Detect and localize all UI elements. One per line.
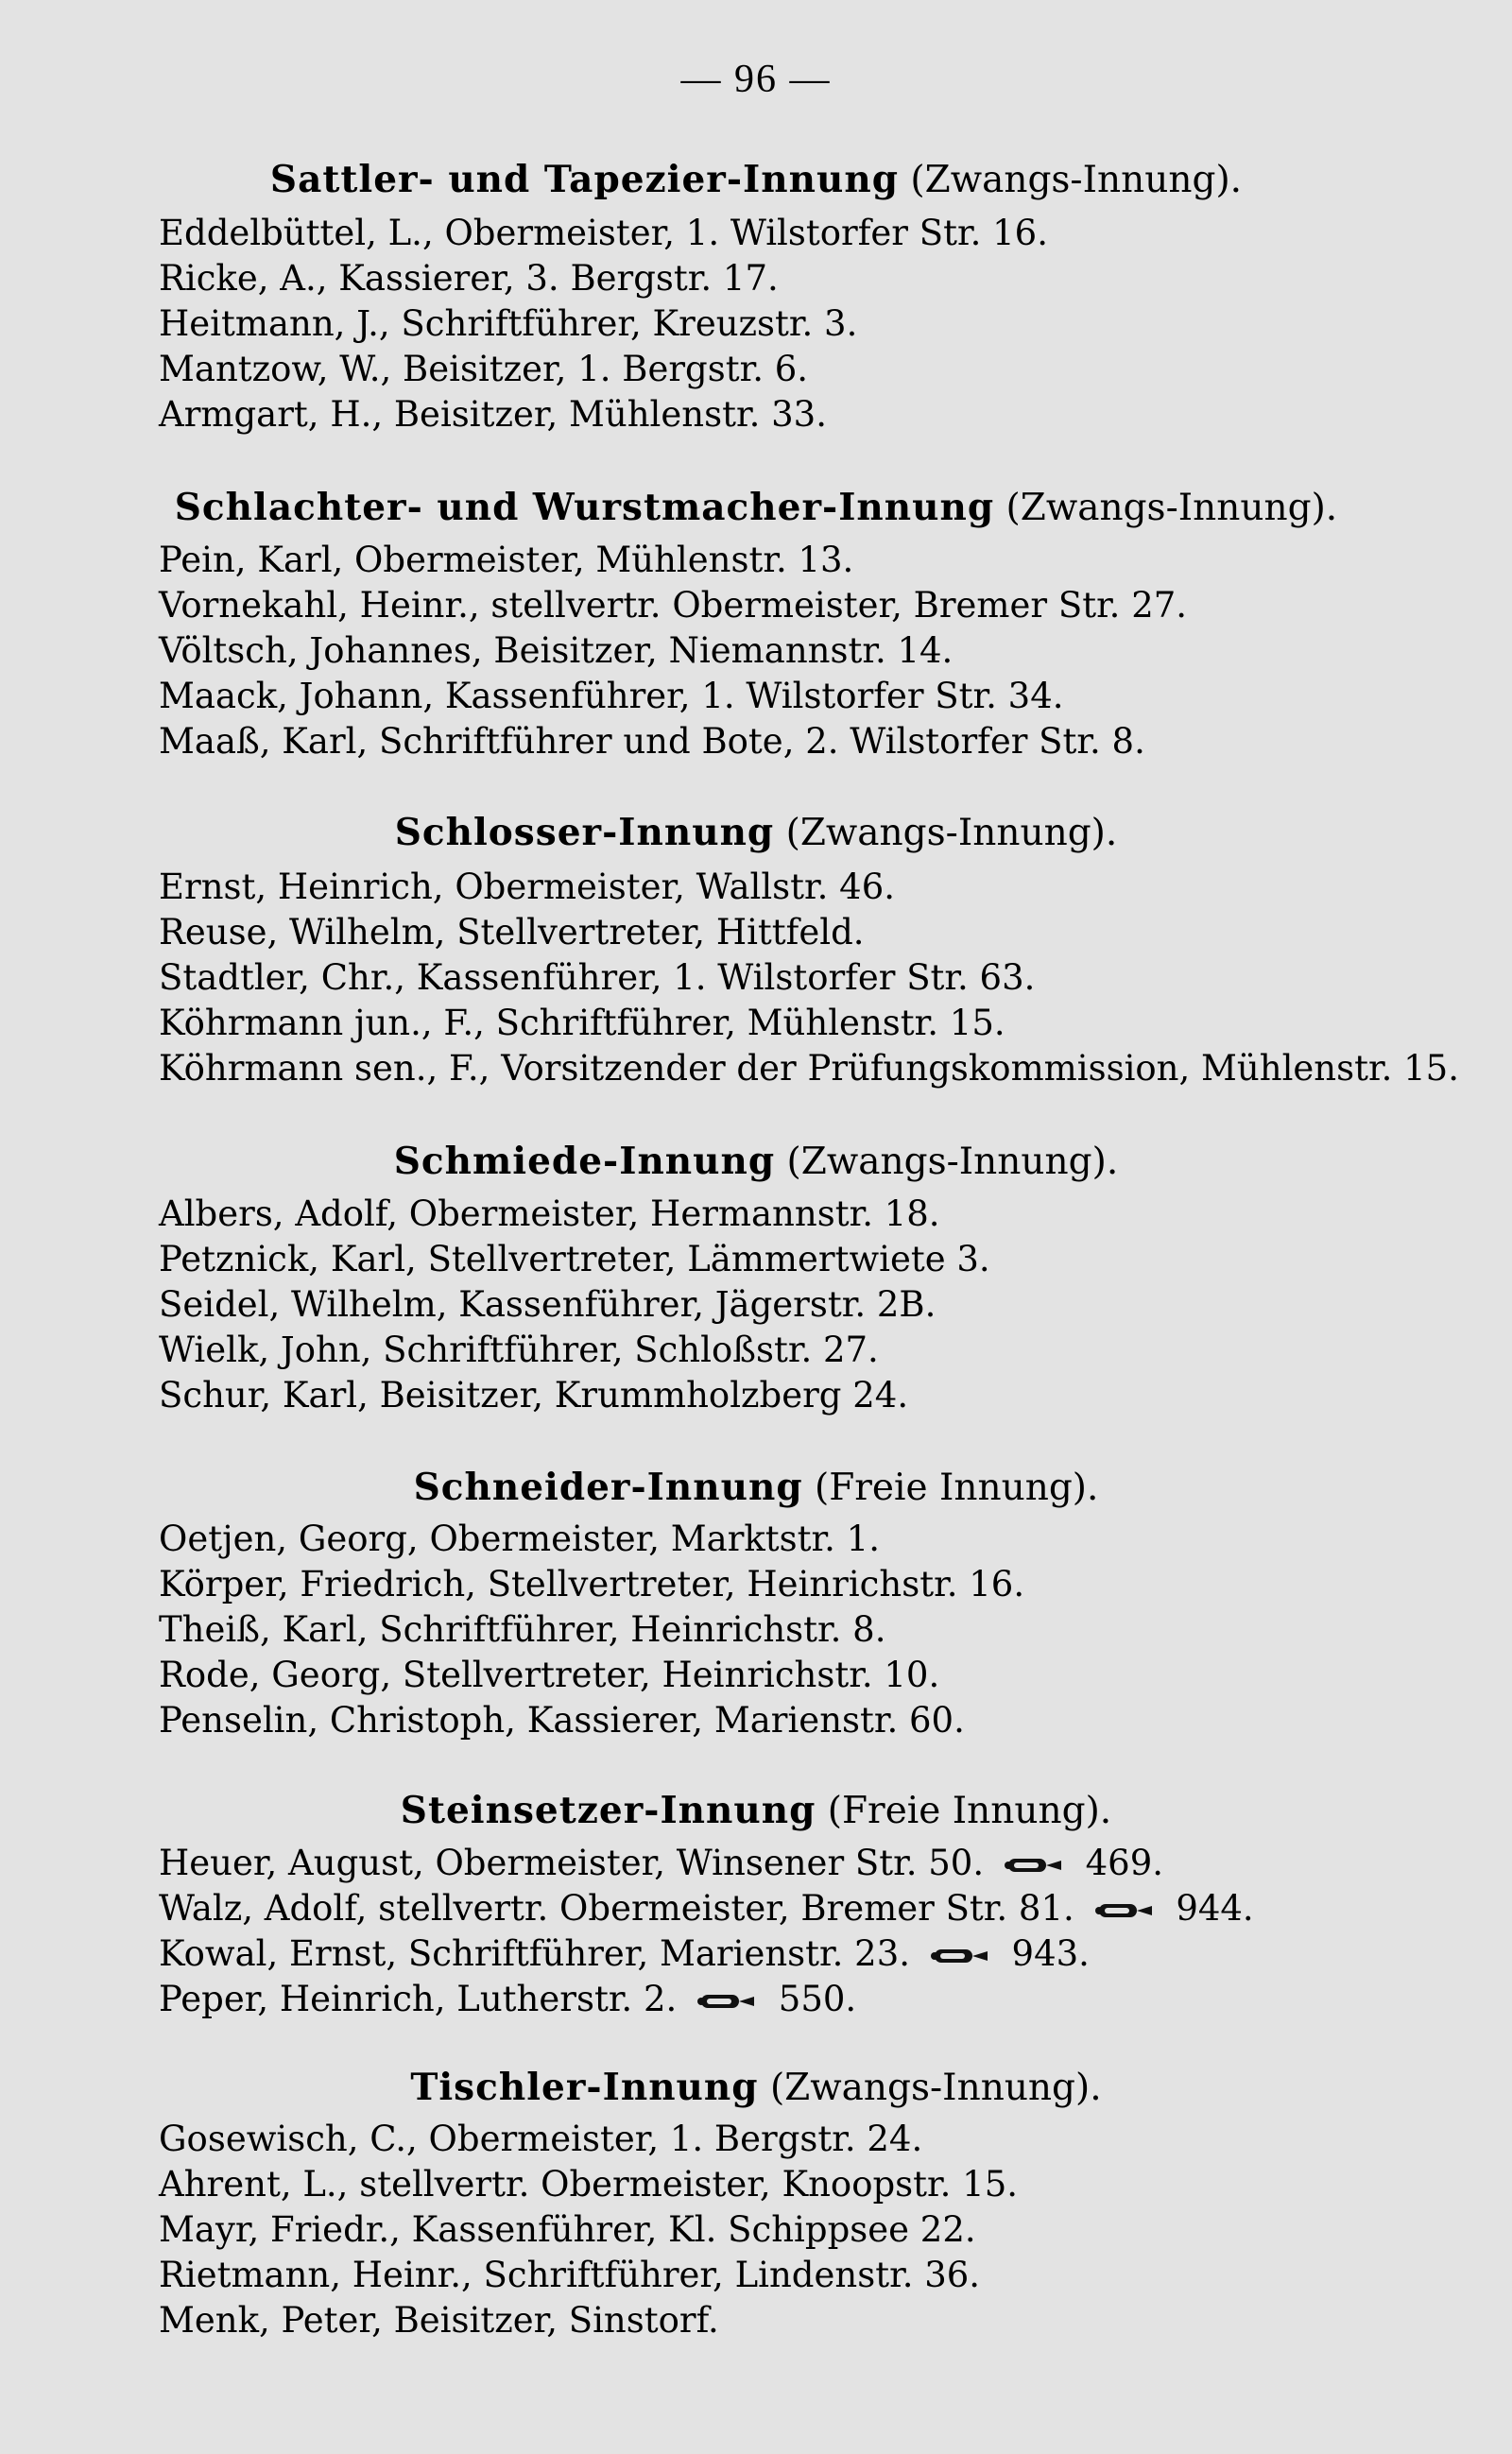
list-item: Mantzow, W., Beisitzer, 1. Bergstr. 6.	[159, 349, 809, 389]
guild-name: Schlachter- und Wurstmacher-Innung	[174, 486, 995, 529]
section-title-steinsetzer	[0, 1788, 1512, 1834]
entry-text: Walz, Adolf, stellvertr. Obermeister, Bremer Str. 81.	[159, 1888, 1074, 1929]
guild-type: (Zwangs-Innung).	[785, 812, 1118, 854]
guild-name: Steinsetzer-Innung	[400, 1789, 816, 1832]
entry-text: Peper, Heinrich, Lutherstr. 2.	[159, 1979, 678, 2019]
telephone-icon	[697, 1989, 758, 2014]
entry-text: Heuer, August, Obermeister, Winsener Str. 50.	[159, 1843, 985, 1883]
list-item: Wielk, John, Schriftführer, Schloßstr. 27.	[159, 1330, 879, 1370]
guild-type: (Zwangs-Innung).	[910, 159, 1243, 201]
section-title-schlosser	[0, 810, 1512, 856]
guild-type: (Zwangs-Innung).	[1005, 487, 1338, 529]
guild-name: Schneider-Innung	[413, 1466, 803, 1509]
list-item: Penselin, Christoph, Kassierer, Marienstr. 60.	[159, 1700, 965, 1741]
phone-number: 469.	[1085, 1843, 1164, 1883]
phone-number: 943.	[1011, 1933, 1090, 1974]
list-item: Ahrent, L., stellvertr. Obermeister, Knoopstr. 15.	[159, 2164, 1018, 2205]
entry-text: Kowal, Ernst, Schriftführer, Marienstr. 23.	[159, 1933, 911, 1974]
telephone-icon	[1095, 1898, 1156, 1923]
list-item: Mayr, Friedr., Kassenführer, Kl. Schippsee 22.	[159, 2209, 976, 2250]
list-item: Albers, Adolf, Obermeister, Hermannstr. 18.	[159, 1193, 940, 1234]
list-item: Köhrmann jun., F., Schriftführer, Mühlenstr. 15.	[159, 1003, 1005, 1043]
list-item: Schur, Karl, Beisitzer, Krummholzberg 24.	[159, 1375, 909, 1416]
section-title-sattler	[0, 157, 1512, 203]
list-item: Völtsch, Johannes, Beisitzer, Niemannstr. 14.	[159, 630, 954, 671]
list-item: Seidel, Wilhelm, Kassenführer, Jägerstr. 2B.	[159, 1284, 936, 1325]
section-title-schneider	[0, 1465, 1512, 1511]
list-item: Gosewisch, C., Obermeister, 1. Bergstr. 24.	[159, 2119, 923, 2159]
guild-name: Schlosser-Innung	[394, 811, 775, 854]
list-item: Maaß, Karl, Schriftführer und Bote, 2. Wilstorfer Str. 8.	[159, 721, 1145, 762]
list-item: Menk, Peter, Beisitzer, Sinstorf.	[159, 2300, 719, 2341]
list-item: Rietmann, Heinr., Schriftführer, Lindenstr. 36.	[159, 2255, 981, 2295]
phone-number: 550.	[778, 1979, 857, 2019]
list-item	[159, 1932, 1090, 1976]
list-item: Ricke, A., Kassierer, 3. Bergstr. 17.	[159, 258, 779, 299]
list-item: Eddelbüttel, L., Obermeister, 1. Wilstorfer Str. 16.	[159, 213, 1048, 253]
list-item: Rode, Georg, Stellvertreter, Heinrichstr. 10.	[159, 1655, 940, 1695]
telephone-icon	[931, 1944, 991, 1968]
list-item: Reuse, Wilhelm, Stellvertreter, Hittfeld.	[159, 912, 865, 952]
list-item: Petznick, Karl, Stellvertreter, Lämmertwiete 3.	[159, 1239, 990, 1279]
list-item: Ernst, Heinrich, Obermeister, Wallstr. 46.	[159, 867, 896, 907]
guild-type: (Zwangs-Innung).	[769, 2067, 1102, 2109]
list-item: Stadtler, Chr., Kassenführer, 1. Wilstorfer Str. 63.	[159, 957, 1036, 998]
list-item: Köhrmann sen., F., Vorsitzender der Prüfungskommission, Mühlenstr. 15.	[159, 1048, 1459, 1089]
list-item: Pein, Karl, Obermeister, Mühlenstr. 13.	[159, 540, 854, 580]
guild-type: (Freie Innung).	[827, 1790, 1112, 1832]
list-item: Oetjen, Georg, Obermeister, Marktstr. 1.	[159, 1519, 880, 1559]
section-title-schmiede	[0, 1139, 1512, 1185]
list-item: Vornekahl, Heinr., stellvertr. Obermeister, Bremer Str. 27.	[159, 585, 1188, 626]
guild-type: (Freie Innung).	[815, 1467, 1099, 1509]
list-item: Theiß, Karl, Schriftführer, Heinrichstr. 8.	[159, 1609, 886, 1650]
guild-name: Tischler-Innung	[410, 2066, 759, 2109]
list-item: Maack, Johann, Kassenführer, 1. Wilstorfer Str. 34.	[159, 676, 1064, 716]
guild-type: (Zwangs-Innung).	[786, 1141, 1119, 1183]
section-title-tischler	[0, 2065, 1512, 2111]
list-item	[159, 1842, 1163, 1885]
guild-name: Schmiede-Innung	[393, 1140, 776, 1183]
list-item: Körper, Friedrich, Stellvertreter, Heinrichstr. 16.	[159, 1564, 1025, 1605]
page-number: — 96 —	[680, 58, 832, 101]
list-item: Heitmann, J., Schriftführer, Kreuzstr. 3.	[159, 303, 858, 344]
guild-name: Sattler- und Tapezier-Innung	[269, 158, 899, 201]
list-item: Armgart, H., Beisitzer, Mühlenstr. 33.	[159, 394, 827, 435]
telephone-icon	[1005, 1853, 1065, 1878]
list-item	[159, 1978, 856, 2021]
list-item	[159, 1887, 1254, 1931]
phone-number: 944.	[1176, 1888, 1254, 1929]
section-title-schlachter	[0, 485, 1512, 531]
